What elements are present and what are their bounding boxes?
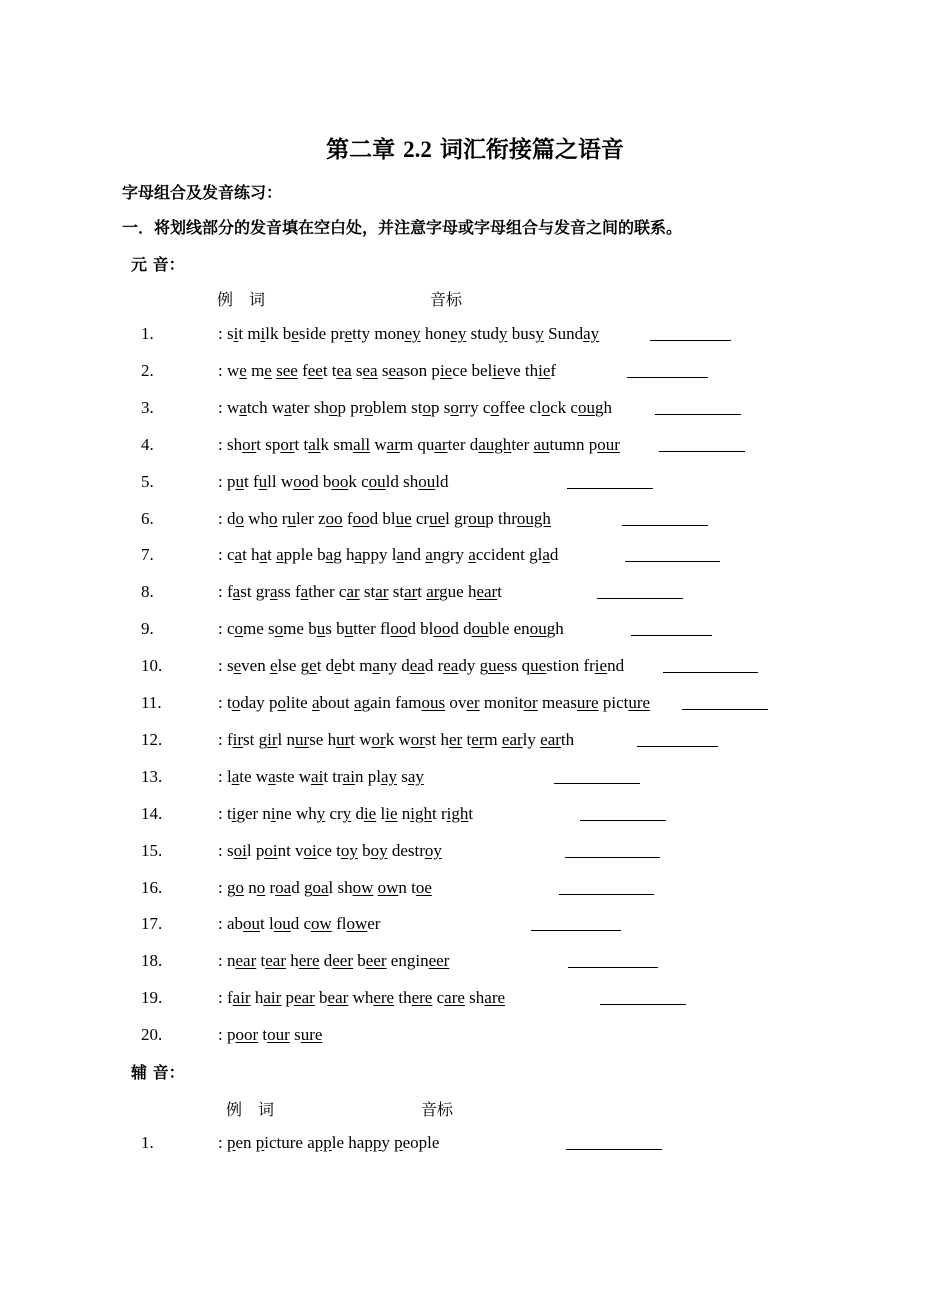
underlined-letters: a — [259, 545, 268, 565]
underlined-letters: o — [422, 397, 431, 417]
vowel-row — [0, 986, 950, 1010]
underlined-letters: au — [533, 434, 550, 454]
underlined-letters: a — [354, 545, 363, 565]
underlined-letters: ie — [385, 803, 398, 823]
vowel-row-number: 16. — [141, 877, 163, 897]
vowel-row-words: : first girl nurse hurt work worst her term early earth — [218, 729, 575, 749]
underlined-letters: i — [231, 803, 237, 823]
underlined-letters: or — [371, 729, 386, 749]
underlined-letters: ie — [594, 656, 608, 676]
answer-blank[interactable] — [627, 377, 708, 378]
underlined-letters: er — [449, 729, 463, 749]
title-number: 2.2 — [403, 137, 432, 162]
underlined-letters: ar — [386, 434, 400, 454]
underlined-letters: eer — [365, 951, 387, 971]
underlined-letters: er — [471, 729, 485, 749]
underlined-letters: y — [499, 324, 508, 343]
underlined-letters: o — [541, 397, 551, 417]
vowel-row-number: 19. — [141, 988, 163, 1008]
underlined-letters: a — [311, 693, 320, 712]
underlined-letters: ou — [468, 508, 486, 528]
vowel-row-words: : soil point voice toy boy destroy — [218, 840, 442, 860]
underlined-letters: u — [235, 471, 244, 491]
consonant-col-example: 例 词 — [226, 1100, 275, 1119]
underlined-letters: ure — [300, 1025, 323, 1045]
vowel-row-words: : late waste wait train play say — [218, 766, 424, 786]
underlined-letters: o — [269, 508, 278, 528]
vowel-row-number: 18. — [141, 951, 163, 971]
underlined-letters: eer — [428, 951, 450, 971]
underlined-letters: al — [308, 434, 321, 454]
title-chapter: 第二章 — [326, 137, 396, 163]
vowel-row-number: 1. — [141, 324, 154, 343]
vowel-row-number: 2. — [141, 360, 154, 380]
underlined-letters: o — [256, 877, 266, 897]
underlined-letters: oo — [352, 508, 370, 528]
underlined-letters: ir — [232, 729, 244, 749]
vowel-row — [0, 580, 950, 604]
underlined-letters: ar — [375, 582, 389, 602]
underlined-letters: igh — [446, 803, 469, 823]
underlined-letters: ir — [267, 729, 278, 749]
underlined-letters: ere — [373, 988, 395, 1008]
underlined-letters: oo — [293, 471, 311, 491]
answer-blank[interactable] — [565, 857, 660, 858]
underlined-letters: or — [280, 434, 295, 454]
underlined-letters: o — [231, 693, 241, 712]
underlined-letters: see — [276, 360, 298, 380]
answer-blank[interactable] — [566, 1149, 662, 1150]
underlined-letters: ue — [395, 508, 412, 528]
underlined-letters: ar — [404, 582, 418, 602]
vowel-row-words: : fast grass father car star start argue heart — [218, 582, 502, 602]
underlined-letters: a — [232, 582, 241, 602]
vowel-row-number: 11. — [141, 693, 162, 712]
underlined-letters: oa — [312, 877, 329, 897]
vowel-row-number: 12. — [141, 729, 163, 749]
subtitle: 字母组合及发音练习： — [122, 183, 283, 202]
underlined-letters: pp — [364, 1133, 382, 1152]
underlined-letters: a — [468, 545, 476, 565]
underlined-letters: a — [268, 766, 276, 786]
vowel-row-words: : today polite about again famous over monitor measure picture — [218, 693, 651, 712]
underlined-letters: oo — [390, 619, 408, 639]
underlined-letters: e — [344, 324, 353, 343]
vowel-row-number: 3. — [141, 397, 154, 417]
answer-blank[interactable] — [663, 672, 758, 673]
underlined-letters: e — [309, 656, 317, 676]
underlined-letters: or — [410, 729, 425, 749]
underlined-letters: ow — [352, 877, 374, 897]
underlined-letters: ear — [501, 729, 523, 749]
vowel-row — [0, 433, 950, 457]
answer-blank[interactable] — [559, 894, 654, 895]
answer-blank[interactable] — [580, 820, 666, 821]
answer-blank[interactable] — [600, 1004, 686, 1005]
vowel-row — [0, 1023, 950, 1047]
underlined-letters: are — [444, 988, 465, 1008]
underlined-letters: oy — [370, 840, 388, 860]
underlined-letters: e — [233, 656, 242, 676]
underlined-letters: pp — [314, 1133, 332, 1152]
vowel-row — [0, 839, 950, 863]
underlined-letters: ar — [434, 434, 448, 454]
underlined-letters: o — [328, 397, 338, 417]
underlined-letters: oo — [433, 619, 451, 639]
underlined-letters: ear — [294, 988, 315, 1008]
underlined-letters: ie — [363, 803, 377, 823]
underlined-letters: ie — [538, 360, 551, 380]
underlined-letters: air — [263, 988, 282, 1008]
underlined-letters: ee — [307, 360, 323, 380]
vowel-row — [0, 470, 950, 494]
underlined-letters: ure — [628, 693, 651, 712]
vowel-row-words: : near tear here deer beer engineer — [218, 951, 450, 971]
underlined-letters: o — [234, 619, 244, 639]
vowel-row — [0, 359, 950, 383]
consonant-row-number: 1. — [141, 1133, 154, 1152]
underlined-letters: ea — [336, 360, 352, 380]
underlined-letters: eer — [332, 951, 354, 971]
underlined-letters: or — [523, 693, 538, 712]
vowel-col-example: 例 词 — [217, 290, 266, 309]
underlined-letters: ai — [342, 766, 355, 786]
vowel-row-words: : sit milk beside pretty money honey study busy Sunday — [218, 324, 600, 343]
vowel-row-number: 7. — [141, 545, 154, 565]
underlined-letters: ou — [243, 914, 261, 934]
vowel-row-words: : fair hair pear bear where there care share — [218, 988, 506, 1008]
underlined-letters: oo — [325, 508, 343, 528]
underlined-letters: ou — [273, 914, 291, 934]
vowel-row — [0, 728, 950, 752]
underlined-letters: ea — [388, 360, 404, 380]
underlined-letters: ure — [576, 693, 599, 712]
underlined-letters: ou — [368, 471, 386, 491]
underlined-letters: a — [325, 545, 334, 565]
underlined-letters: e — [269, 656, 278, 676]
underlined-letters: air — [232, 988, 251, 1008]
underlined-letters: ous — [421, 693, 446, 712]
vowel-row — [0, 617, 950, 641]
underlined-letters: er — [466, 693, 480, 712]
vowel-row-words: : cat hat apple bag happy land angry accident glad — [218, 545, 559, 565]
underlined-letters: oy — [424, 840, 442, 860]
underlined-letters: a — [269, 582, 278, 602]
underlined-letters: oor — [235, 1025, 259, 1045]
answer-blank[interactable] — [622, 525, 708, 526]
answer-blank[interactable] — [625, 561, 720, 562]
underlined-letters: ow — [311, 914, 332, 934]
underlined-letters: ow — [377, 877, 399, 897]
underlined-letters: u — [316, 619, 326, 639]
underlined-letters: i — [270, 803, 276, 823]
underlined-letters: ea — [409, 656, 425, 676]
underlined-letters: a — [354, 693, 362, 712]
underlined-letters: a — [300, 582, 309, 602]
vowel-row-number: 4. — [141, 434, 154, 454]
underlined-letters: y — [342, 803, 352, 823]
underlined-letters: ough — [516, 508, 551, 528]
answer-blank[interactable] — [531, 930, 621, 931]
underlined-letters: oi — [303, 840, 317, 860]
answer-blank[interactable] — [631, 635, 712, 636]
underlined-letters: p — [255, 1133, 265, 1152]
vowel-row — [0, 691, 950, 715]
instruction: 一．将划线部分的发音填在空白处，并注意字母或字母组合与发音之间的联系。 — [122, 218, 683, 237]
underlined-letters: u — [258, 471, 268, 491]
underlined-letters: o — [450, 397, 459, 417]
underlined-letters: y — [535, 324, 544, 343]
underlined-letters: oo — [331, 471, 349, 491]
underlined-letters: ear — [265, 951, 286, 971]
underlined-letters: ur — [336, 729, 351, 749]
answer-blank[interactable] — [655, 414, 741, 415]
vowel-row — [0, 949, 950, 973]
answer-blank[interactable] — [597, 598, 683, 599]
vowel-row-number: 6. — [141, 508, 154, 528]
underlined-letters: all — [353, 434, 371, 454]
underlined-letters: ea — [362, 360, 378, 380]
consonants-heading: 辅 音： — [131, 1063, 185, 1082]
vowel-row-words: : seven else get debt many dead ready guess question friend — [218, 656, 625, 676]
underlined-letters: ay — [407, 766, 424, 786]
vowel-row-number: 13. — [141, 766, 163, 786]
underlined-letters: oy — [340, 840, 358, 860]
vowel-row-number: 15. — [141, 840, 163, 860]
underlined-letters: e — [291, 324, 299, 343]
underlined-letters: are — [484, 988, 506, 1008]
underlined-letters: p — [226, 1133, 236, 1152]
underlined-letters: o — [490, 397, 499, 417]
answer-blank[interactable] — [659, 451, 745, 452]
vowel-row-number: 20. — [141, 1025, 163, 1045]
underlined-letters: igh — [410, 803, 432, 823]
underlined-letters: i — [233, 324, 239, 343]
underlined-letters: ar — [426, 582, 440, 602]
underlined-letters: e — [264, 360, 272, 380]
underlined-letters: ow — [346, 914, 368, 934]
vowel-row-number: 9. — [141, 619, 154, 639]
underlined-letters: oe — [415, 877, 432, 897]
vowel-row — [0, 396, 950, 420]
underlined-letters: e — [239, 360, 247, 380]
underlined-letters: a — [396, 545, 405, 565]
underlined-letters: o — [364, 397, 373, 417]
vowel-row — [0, 765, 950, 789]
underlined-letters: ur — [295, 729, 310, 749]
underlined-letters: y — [316, 803, 326, 823]
underlined-letters: a — [239, 397, 247, 417]
answer-blank[interactable] — [682, 709, 768, 710]
underlined-letters: ue — [530, 656, 547, 676]
consonant-row — [0, 1131, 950, 1155]
vowel-row-words: : come some bus butter flood blood double enough — [218, 619, 564, 639]
vowel-row — [0, 912, 950, 936]
page-title — [0, 131, 950, 164]
underlined-letters: ie — [492, 360, 505, 380]
underlined-letters: our — [597, 434, 620, 454]
vowel-row-number: 14. — [141, 803, 163, 823]
underlined-letters: o — [235, 877, 244, 897]
underlined-letters: ear — [235, 951, 257, 971]
underlined-letters: ou — [577, 397, 595, 417]
vowel-row-number: 5. — [141, 471, 154, 491]
underlined-letters: u — [344, 619, 354, 639]
underlined-letters: ou — [529, 619, 547, 639]
underlined-letters: ay — [380, 766, 397, 786]
vowel-row-number: 17. — [141, 914, 163, 934]
answer-blank[interactable] — [554, 783, 640, 784]
underlined-letters: ai — [311, 766, 324, 786]
vowel-row — [0, 802, 950, 826]
title-topic: 词汇衔接篇之语音 — [439, 137, 624, 163]
underlined-letters: o — [235, 508, 244, 528]
vowel-row-words: : tiger nine why cry die lie night right — [218, 803, 474, 823]
underlined-letters: ie — [439, 360, 453, 380]
underlined-letters: oi — [233, 840, 247, 860]
vowel-row-words: : put full wood book could should — [218, 471, 449, 491]
vowel-row-number: 10. — [141, 656, 163, 676]
vowel-row-words: : we me see feet tea sea season piece believe thief — [218, 360, 557, 380]
underlined-letters: ea — [443, 656, 459, 676]
underlined-letters: ere — [298, 951, 320, 971]
underlined-letters: ou — [418, 471, 436, 491]
underlined-letters: ue — [488, 656, 505, 676]
vowel-row-words: : short sport talk small warm quarter daughter autumn pour — [218, 434, 620, 454]
vowel-row — [0, 654, 950, 678]
underlined-letters: ear — [540, 729, 561, 749]
answer-blank[interactable] — [650, 340, 731, 341]
underlined-letters: p — [394, 1133, 403, 1152]
underlined-letters: a — [372, 656, 380, 676]
consonant-col-phonetic: 音标 — [421, 1100, 454, 1119]
vowel-row-number: 8. — [141, 582, 154, 602]
underlined-letters: u — [287, 508, 296, 528]
vowel-row — [0, 507, 950, 531]
answer-blank[interactable] — [567, 488, 653, 489]
underlined-letters: o — [274, 619, 284, 639]
vowels-heading: 元 音： — [131, 255, 185, 274]
vowel-row-words: : watch water shop problem stop sorry coffee clock cough — [218, 397, 612, 417]
underlined-letters: a — [425, 545, 433, 565]
vowel-row — [0, 322, 950, 346]
underlined-letters: oi — [264, 840, 278, 860]
underlined-letters: ar — [346, 582, 360, 602]
underlined-letters: a — [234, 545, 243, 565]
underlined-letters: ey — [450, 324, 467, 343]
vowel-row-words: : do who ruler zoo food blue cruel group through — [218, 508, 551, 528]
underlined-letters: o — [277, 693, 287, 712]
underlined-letters: oa — [275, 877, 292, 897]
underlined-letters: ou — [471, 619, 489, 639]
underlined-letters: i — [260, 324, 266, 343]
underlined-letters: ear — [476, 582, 498, 602]
vowel-row — [0, 876, 950, 900]
underlined-letters: augh — [478, 434, 512, 454]
underlined-letters: e — [334, 656, 342, 676]
answer-blank[interactable] — [568, 967, 658, 968]
underlined-letters: ue — [429, 508, 446, 528]
answer-blank[interactable] — [637, 746, 718, 747]
underlined-letters: or — [242, 434, 257, 454]
underlined-letters: a — [542, 545, 550, 565]
underlined-letters: a — [284, 397, 292, 417]
underlined-letters: ey — [404, 324, 421, 343]
underlined-letters: a — [276, 545, 284, 565]
underlined-letters: a — [231, 766, 240, 786]
vowel-row — [0, 543, 950, 567]
underlined-letters: our — [267, 1025, 290, 1045]
vowel-col-phonetic: 音标 — [430, 290, 463, 309]
vowel-row-words: : about loud cow flower — [218, 914, 381, 934]
vowel-row-words: : go no road goal show own toe — [218, 877, 432, 897]
vowel-row-words: : poor tour sure — [218, 1025, 323, 1045]
underlined-letters: ear — [327, 988, 349, 1008]
underlined-letters: ere — [411, 988, 433, 1008]
underlined-letters: ay — [583, 324, 600, 343]
consonant-row-words: : pen picture apple happy people — [218, 1133, 440, 1152]
